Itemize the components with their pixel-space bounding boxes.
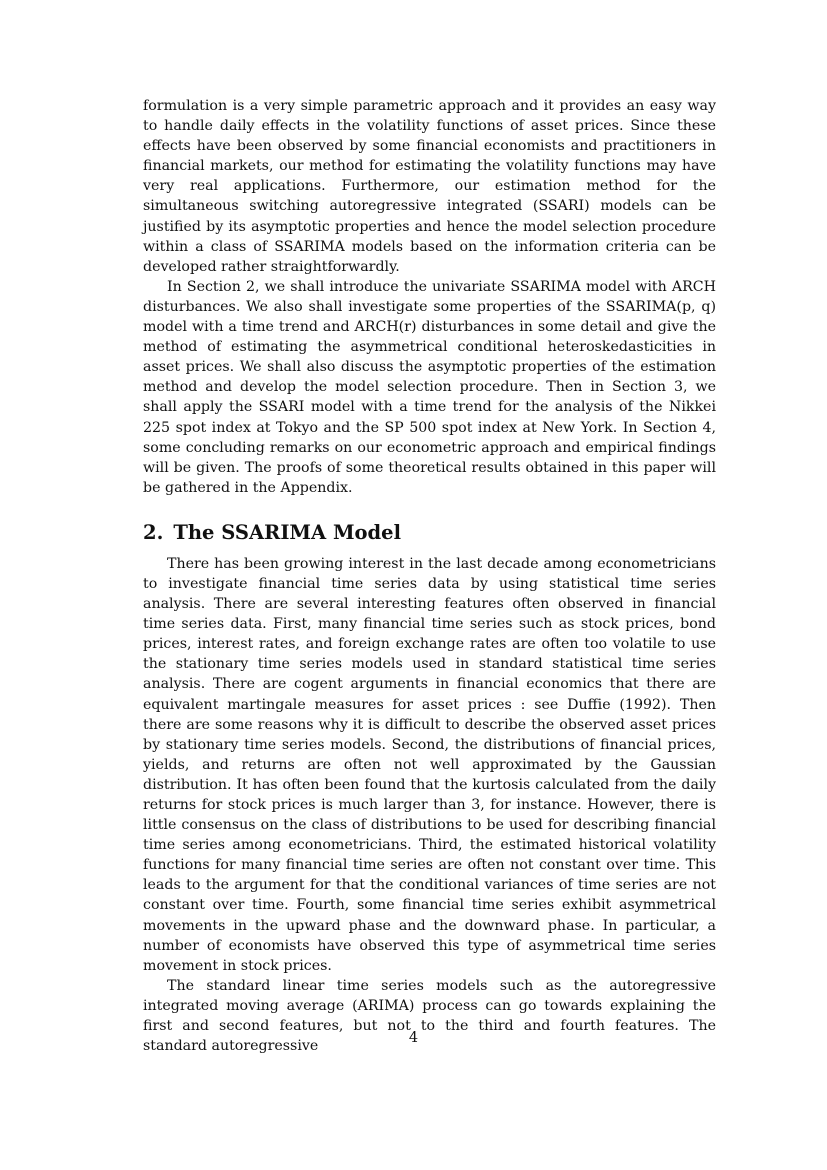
intro-paragraph-2: In Section 2, we shall introduce the univariate SSARIMA model with ARCH disturbances. We also shall investigate some properties of the SSARIMA(p, q) model with a time trend and ARCH(r) disturbances in some detail and give the method of estimating the asymmetrical conditional heteroskedasticities in asset prices. We shall also discuss the asymptotic properties of the estimation method and develop the model selection procedure. Then in Section 3, we shall apply the SSARI model with a time trend for the analysis of the Nikkei 225 spot index at Tokyo and the SP 500 spot index at New York. In Section 4, some concluding remarks on our econometric approach and empirical findings will be given. The proofs of some theoretical results obtained in this paper will be gathered in the Appendix. [143, 278, 716, 496]
intro-paragraph-1: formulation is a very simple parametric approach and it provides an easy way to handle daily effects in the volatility functions of asset prices. Since these effects have been observed by some financial economists and practitioners in financial markets, our method for estimating the volatility functions may have very real applications. Furthermore, our estimation method for the simultaneous switching autoregressive integrated (SSARI) models can be justified by its asymptotic properties and hence the model selection procedure within a class of SSARIMA models based on the information criteria can be developed rather straightforwardly. [143, 98, 716, 275]
section-paragraph-1: There has been growing interest in the last decade among econometricians to investigate financial time series data by using statistical time series analysis. There are several interesting features often observed in financial time series data. First, many financial time series such as stock prices, bond prices, interest rates, and foreign exchange rates are often too volatile to use the stationary time series models used in standard statistical time series analysis. There are cogent arguments in financial economics that there are equivalent martingale measures for asset prices : see Duffie (1992). Then there are some reasons why it is difficult to describe the observed asset prices by stationary time series models. Second, the distributions of financial prices, yields, and returns are often not well approximated by the Gaussian distribution. It has often been found that the kurtosis calculated from the daily returns for stock prices is much larger than 3, for instance. However, there is little consensus on the class of distributions to be used for describing financial time series among econometricians. Third, the estimated historical volatility functions for many financial time series are often not constant over time. This leads to the argument for that the conditional variances of time series are not constant over time. Fourth, some financial time series exhibit asymmetrical movements in the upward phase and the downward phase. In particular, a number of economists have observed this type of asymmetrical time series movement in stock prices. [143, 555, 716, 974]
section-number: 2. [143, 520, 164, 544]
section-title: The SSARIMA Model [173, 520, 401, 544]
page-number: 4 [408, 1030, 419, 1046]
page-body [143, 96, 716, 1056]
section-paragraph-2: The standard linear time series models such as the autoregressive integrated moving average (ARIMA) process can go towards explaining the first and second features, but not to the third and fourth features. The standard autoregressive [143, 977, 716, 1055]
section-heading [143, 520, 716, 546]
